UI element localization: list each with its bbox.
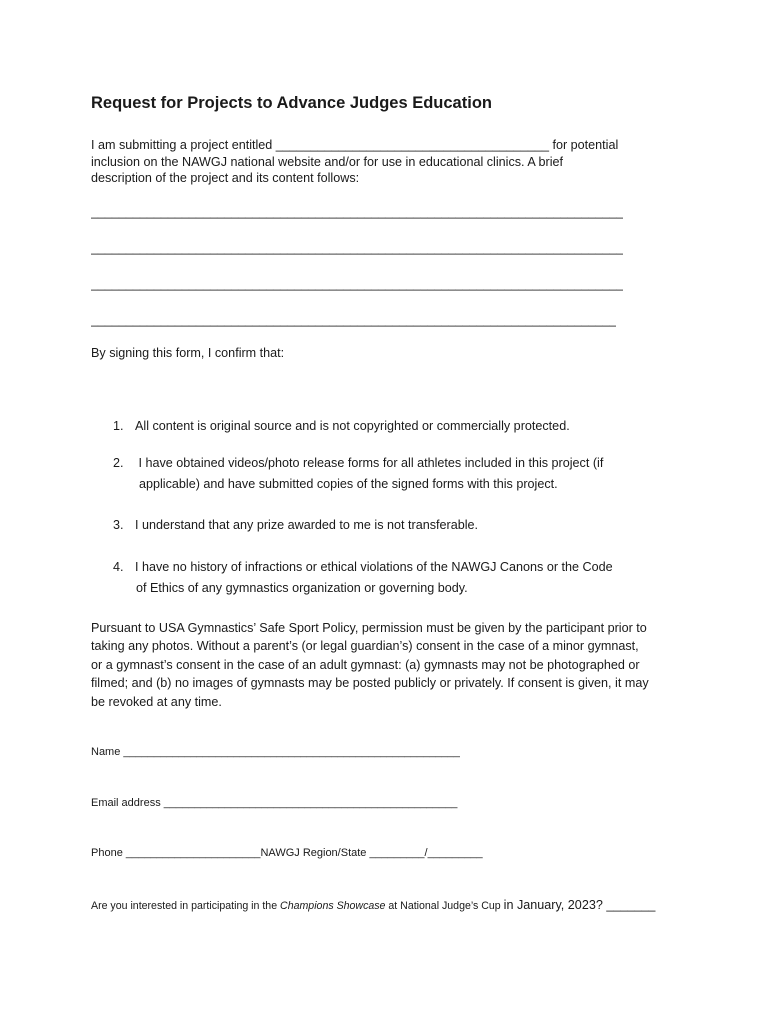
confirmation-text: All content is original source and is not copyrighted or commercially protected. [135, 419, 570, 433]
phone-region-field[interactable]: Phone ______________________NAWGJ Region/State _________/_________ [91, 847, 483, 859]
policy-line-4: filmed; and (b) no images of gymnasts may be posted publicly or privately. If consent is given, it may [91, 676, 649, 691]
intro-paragraph [91, 137, 681, 187]
description-line-4[interactable]: ___________________________________________________________________________ [91, 313, 617, 327]
confirmation-text-continued: of Ethics of any gymnastics organization or governing body. [136, 581, 468, 595]
description-line-2[interactable]: ____________________________________________________________________________ [91, 241, 624, 255]
confirmation-number: 2. [113, 456, 124, 470]
confirmation-number: 3. [113, 518, 124, 532]
confirm-intro: By signing this form, I confirm that: [91, 346, 285, 360]
intro-line-2: inclusion on the NAWGJ national website and/or for use in educational clinics. A brief [91, 154, 564, 169]
showcase-question [91, 898, 655, 912]
policy-line-1: Pursuant to USA Gymnastics’ Safe Sport Policy, permission must be given by the participant prior to [91, 621, 647, 635]
showcase-answer-blank[interactable]: _______ [602, 898, 656, 912]
description-line-3[interactable]: ____________________________________________________________________________ [91, 277, 624, 291]
confirmation-number: 1. [113, 419, 124, 433]
email-field[interactable]: Email address ________________________________________________ [91, 797, 458, 809]
confirmation-number: 4. [113, 560, 124, 574]
safe-sport-policy-paragraph [91, 619, 691, 711]
intro-line-1: I am submitting a project entitled _______________________________________ for potential [91, 138, 619, 152]
confirmation-item-3 [113, 515, 478, 536]
policy-line-5: be revoked at any time. [91, 694, 222, 709]
showcase-prefix: Are you interested in participating in the [91, 900, 281, 912]
showcase-middle: at National Judge’s Cup [385, 900, 504, 912]
confirmation-item-4 [113, 557, 613, 599]
showcase-event-name: Champions Showcase [280, 900, 386, 912]
confirmation-item-1 [113, 416, 570, 437]
intro-line-3: description of the project and its content follows: [91, 171, 360, 185]
page-title: Request for Projects to Advance Judges Education [91, 94, 492, 112]
showcase-date: in January, 2023? [503, 898, 603, 912]
policy-line-3: or a gymnast’s consent in the case of an adult gymnast: (a) gymnasts may not be photographed or [91, 657, 640, 672]
confirmation-text: I have no history of infractions or ethical violations of the NAWGJ Canons or the Code [135, 560, 613, 574]
policy-line-2: taking any photos. Without a parent’s (or legal guardian’s) consent in the case of a minor gymnast, [91, 639, 639, 654]
description-line-1[interactable]: ____________________________________________________________________________ [91, 205, 624, 219]
confirmation-item-2 [113, 453, 603, 495]
confirmation-text: I have obtained videos/photo release forms for all athletes included in this project (if [135, 456, 604, 470]
confirmation-text-continued: applicable) and have submitted copies of the signed forms with this project. [139, 477, 558, 491]
name-field[interactable]: Name _______________________________________________________ [91, 746, 460, 758]
confirmation-text: I understand that any prize awarded to me is not transferable. [135, 518, 479, 532]
